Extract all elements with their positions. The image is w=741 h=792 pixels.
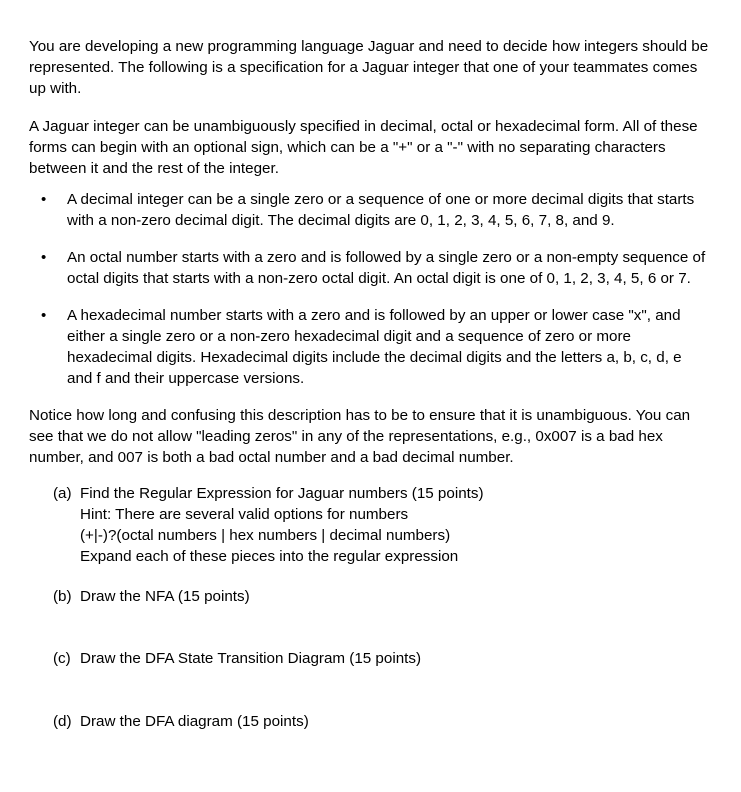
bullet-hexadecimal-text: A hexadecimal number starts with a zero and is followed by an upper or lower case "x", and either a single zero or a non-zero hexadecimal digit and a sequence of zero or more hexadecimal digits. Hexadecimal digits include the decimal digits and the letters a, b, c, d, e and f and their uppercase versions. bbox=[67, 307, 682, 387]
question-a-text: Find the Regular Expression for Jaguar numbers (15 points) bbox=[80, 485, 484, 502]
question-d-label: (d) bbox=[53, 713, 72, 730]
definition-paragraph: A Jaguar integer can be unambiguously specified in decimal, octal or hexadecimal form. All of these forms can begin with an optional sign, which can be a "+" or a "-" with no separating characters between it and the rest of the integer. bbox=[29, 118, 698, 177]
question-d-text: Draw the DFA diagram (15 points) bbox=[80, 713, 309, 730]
question-a-label: (a) bbox=[53, 485, 72, 502]
question-c-label: (c) bbox=[53, 650, 71, 667]
bullet-octal-text: An octal number starts with a zero and is followed by a single zero or a non-empty sequence of octal digits that starts with a non-zero octal digit. An octal digit is one of 0, 1, 2, 3, 4, 5, 6 or 7. bbox=[67, 249, 706, 287]
spec-bullet-list bbox=[29, 189, 709, 389]
question-a bbox=[53, 483, 709, 567]
question-c bbox=[53, 648, 709, 669]
notice-paragraph: Notice how long and confusing this description has to be to ensure that it is unambiguous. You can see that we do not allow "leading zeros" in any of the representations, e.g., 0x007 is a bad hex number, and 007 is both a bad octal number and a bad decimal number. bbox=[29, 407, 691, 466]
question-a-expand: Expand each of these pieces into the regular expression bbox=[80, 548, 459, 565]
question-b bbox=[53, 586, 709, 607]
question-c-text: Draw the DFA State Transition Diagram (15 points) bbox=[80, 650, 422, 667]
bullet-octal bbox=[29, 247, 709, 289]
question-a-hint: Hint: There are several valid options for numbers bbox=[80, 506, 409, 523]
bullet-point-icon: • bbox=[41, 249, 47, 266]
bullet-point-icon: • bbox=[41, 307, 47, 324]
question-list bbox=[53, 483, 709, 732]
document-body bbox=[29, 36, 709, 732]
question-d bbox=[53, 711, 709, 732]
bullet-hexadecimal bbox=[29, 305, 709, 389]
question-b-text: Draw the NFA (15 points) bbox=[80, 588, 250, 605]
question-a-pattern: (+|-)?(octal numbers | hex numbers | decimal numbers) bbox=[80, 527, 451, 544]
intro-paragraph: You are developing a new programming language Jaguar and need to decide how integers should be represented. The following is a specification for a Jaguar integer that one of your teammates comes up with. bbox=[29, 38, 709, 97]
bullet-decimal-text: A decimal integer can be a single zero or a sequence of one or more decimal digits that starts with a non-zero decimal digit. The decimal digits are 0, 1, 2, 3, 4, 5, 6, 7, 8, and 9. bbox=[67, 191, 695, 229]
question-b-label: (b) bbox=[53, 588, 72, 605]
bullet-decimal bbox=[29, 189, 709, 231]
bullet-point-icon: • bbox=[41, 191, 47, 208]
